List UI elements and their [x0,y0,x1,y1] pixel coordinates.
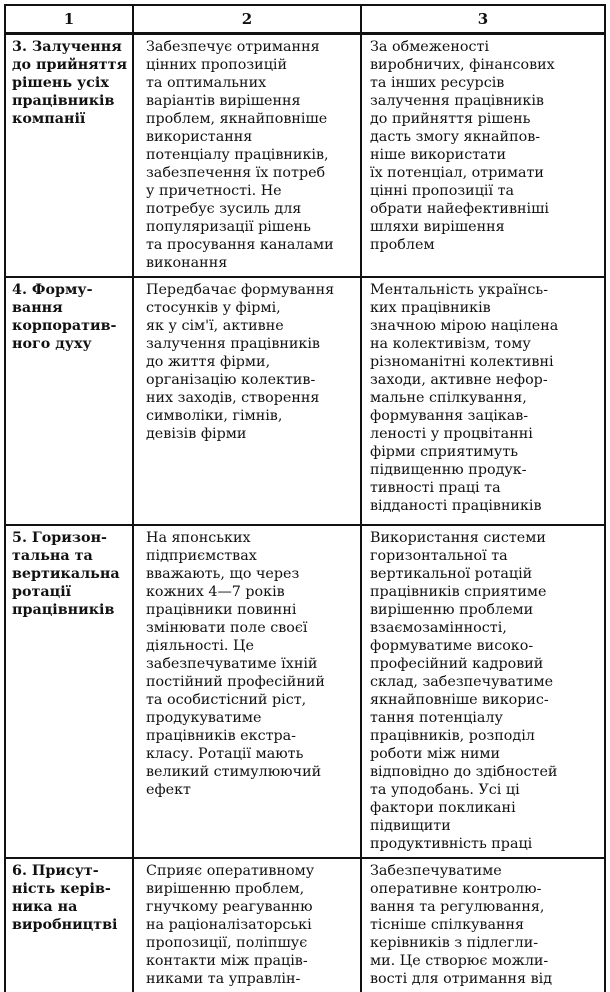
effect-text: Забезпечуватиме оперативне контролю- вання та регулювання, тісніше спілкування керівників з підлегли- ми. Це створює можли- вості для отримання від [370,863,553,987]
description-cell [133,525,361,858]
column-header-1: 1 [5,5,133,34]
row-title-cell [5,34,133,278]
effect-cell [361,525,605,858]
effect-cell [361,277,605,525]
effect-cell [361,34,605,278]
comparison-table [4,4,606,992]
description-text: Забезпечує отримання цінних пропозицій та оптимальних варіантів вирішення проблем, якнайповніше використання потенціалу працівників, забезпечення їх потреб у причетності. Не потребує зусиль для популяризації рішень та просування каналами виконання [146,39,334,271]
description-cell [133,277,361,525]
effect-text: Використання системи горизонтальної та вертикальної ротацій працівників сприятиме вирішенню проблеми взаємозамінності, формуватиме високо- професійний кадровий склад, забезпечуватиме якнайповніше викорис- тання потенціалу працівників, розподіл роботи між ними відповідно до здібностей та уподобань. Усі ці фактори покликані підвищити продуктивність праці [370,530,558,852]
description-cell [133,858,361,992]
document-page [4,4,604,987]
effect-text: Ментальність українсь- ких працівників значною мірою націлена на колективізм, тому різноманітні колективні заходи, активне нефор- мальне спілкування, формування зацікав- леності у процвітанні фірми сприятимуть підвищенню продук- тивності праці та відданості працівників [370,282,559,514]
table-row [5,277,605,525]
column-header-3: 3 [361,5,605,34]
description-text: На японських підприємствах вважають, що через кожних 4—7 років працівники повинні змінювати поле своєї діяльності. Це забезпечуватиме їхній постійний професійний та особистісний ріст, продукуватиме працівників екстра- класу. Ротації мають великий стимулюючий ефект [146,530,325,798]
description-cell [133,34,361,278]
row-title-cell [5,277,133,525]
row-title: 6. Присут- ність керів- ника на виробництві [12,863,118,933]
column-header-2: 2 [133,5,361,34]
row-title: 4. Форму- вання корпоратив- ного духу [12,282,117,352]
row-title: 5. Горизон- тальна та вертикальна ротації працівників [12,530,120,618]
table-row [5,525,605,858]
table-row [5,34,605,278]
row-title-cell [5,858,133,992]
row-title: 3. Залучення до прийняття рішень усіх працівників компанії [12,39,128,127]
row-title-cell [5,525,133,858]
description-text: Передбачає формування стосунків у фірмі, як у сім'ї, активне залучення працівників до життя фірми, організацію колектив- них заходів, створення символіки, гімнів, девізів фірми [146,282,335,442]
effect-text: За обмеженості виробничих, фінансових та інших ресурсів залучення працівників до прийняття рішень дасть змогу якнайпов- ніше використати їх потенціал, отримати цінні пропозиції та обрати найефективніші шляхи вирішення проблем [370,39,555,253]
table-row [5,858,605,992]
effect-cell [361,858,605,992]
description-text: Сприяє оперативному вирішенню проблем, гнучкому реагуванню на раціоналізаторські пропозиції, поліпшує контакти між праців- никами та управлін- [146,863,315,987]
header-row [5,5,605,34]
